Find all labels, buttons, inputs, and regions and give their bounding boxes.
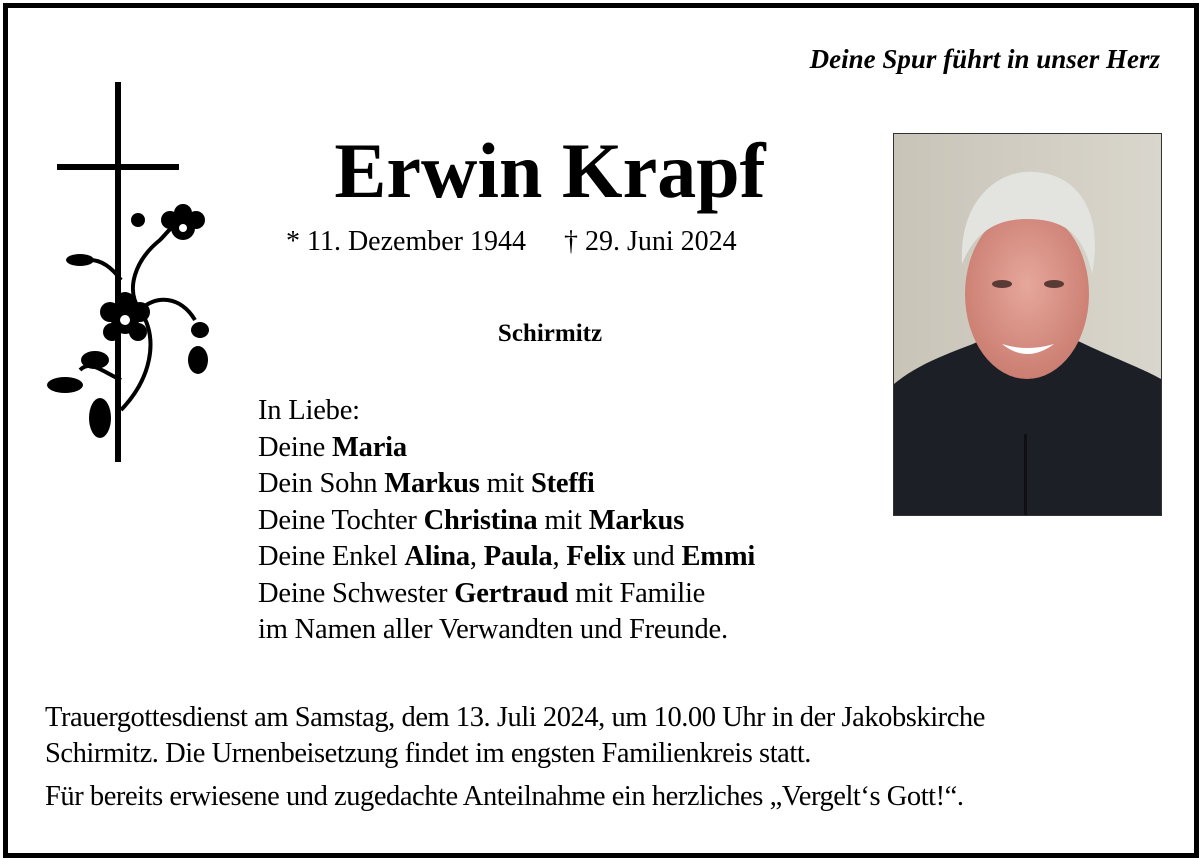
family-member-name: Christina: [423, 504, 538, 536]
family-line: [258, 576, 755, 613]
place: Schirmitz: [497, 320, 603, 347]
family-member-name: Steffi: [530, 468, 595, 499]
family-line-text: Dein Sohn: [258, 468, 385, 499]
family-member-name: Emmi: [681, 541, 756, 572]
family-line: [258, 612, 755, 649]
birth-date: 11. Dezember 1944: [307, 226, 526, 257]
family-member-name: Alina: [404, 541, 470, 572]
family-line-text: Deine Schwester: [258, 577, 455, 609]
family-line-text: mit: [537, 504, 589, 536]
thanks-text: Für bereits erwiesene und zugedachte Anteilnahme ein herzliches „Vergelt‘s Gott!“.: [45, 781, 964, 812]
service-info-line-1: Trauergottesdienst am Samstag, dem 13. Juli 2024, um 10.00 Uhr in der Jakobskirche: [45, 702, 985, 733]
family-line-text: Deine: [258, 431, 332, 463]
family-member-name: Felix: [566, 541, 626, 572]
family-line: [258, 539, 755, 576]
family-line-text: mit Familie: [568, 577, 706, 609]
family-line: [258, 503, 755, 540]
family-member-name: Maria: [331, 431, 407, 463]
service-info-line-2: Schirmitz. Die Urnenbeisetzung findet im engsten Familienkreis statt.: [45, 738, 811, 769]
family-list: [258, 393, 755, 649]
cross-with-flowers-icon: [40, 80, 220, 470]
family-line-text: ,: [552, 541, 567, 572]
family-member-name: Gertraud: [454, 577, 569, 609]
family-line-text: ,: [469, 541, 484, 572]
family-line-text: Deine Tochter: [258, 504, 424, 536]
family-line-text: Deine Enkel: [258, 541, 405, 572]
life-dates: [286, 226, 737, 258]
family-line: [258, 466, 755, 503]
family-member-name: Markus: [588, 504, 685, 536]
family-line-text: im Namen aller Verwandten und Freunde.: [258, 614, 728, 645]
deceased-name: Erwin Krapf: [334, 127, 766, 214]
death-symbol: †: [564, 226, 578, 257]
family-line-text: und: [625, 541, 682, 572]
family-line: [258, 430, 755, 467]
death-date: 29. Juni 2024: [585, 226, 737, 257]
family-line-text: mit: [479, 468, 531, 499]
birth-symbol: *: [286, 226, 300, 257]
motto: Deine Spur führt in unser Herz: [809, 44, 1160, 74]
family-member-name: Markus: [384, 468, 480, 499]
family-member-name: Paula: [483, 541, 553, 572]
portrait-photo: [893, 133, 1162, 516]
family-intro: In Liebe:: [258, 395, 360, 426]
